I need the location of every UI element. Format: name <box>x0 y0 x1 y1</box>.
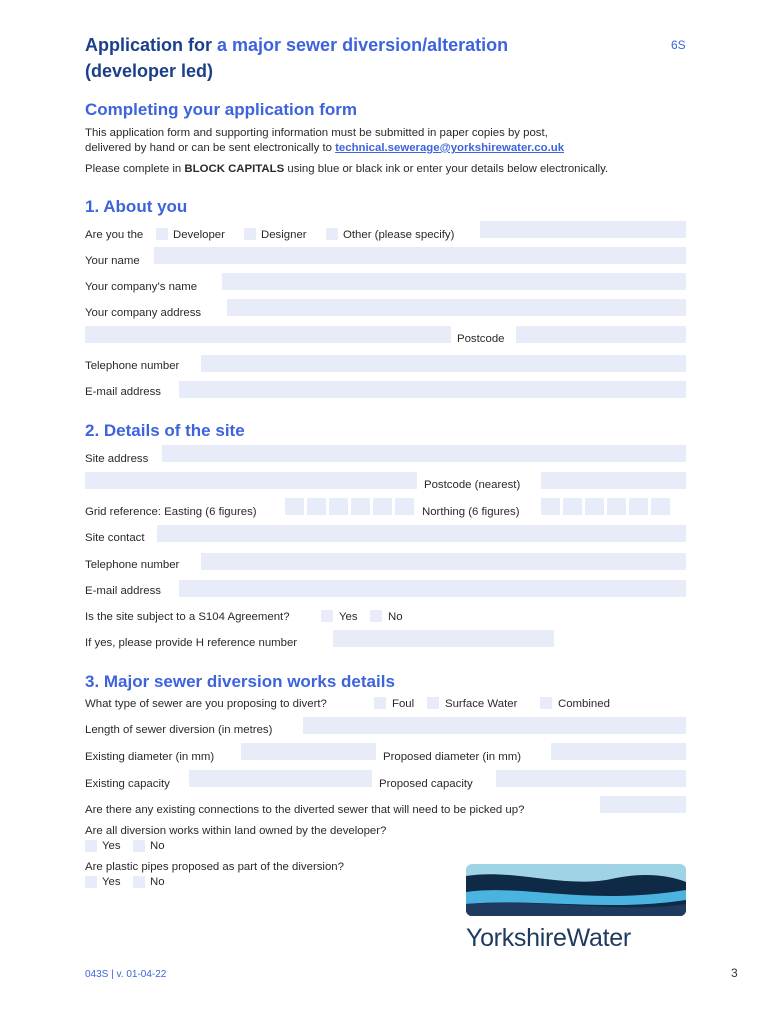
footer-version: 043S | v. 01-04-22 <box>85 969 167 980</box>
land-yes-checkbox[interactable] <box>85 840 97 852</box>
northing-digit-1[interactable] <box>541 498 560 515</box>
postcode-label: Postcode <box>457 333 505 345</box>
postcode-field[interactable] <box>516 326 686 343</box>
section-works-heading: 3. Major sewer diversion works details <box>85 672 395 691</box>
instructions-text: Please complete in BLOCK CAPITALS using blue or black ink or enter your details below electronically. <box>85 163 609 175</box>
existing-capacity-label: Existing capacity <box>85 778 170 790</box>
land-no-label: No <box>150 840 165 852</box>
designer-label: Designer <box>261 229 307 241</box>
plastic-no-checkbox[interactable] <box>133 876 145 888</box>
proposed-diameter-label: Proposed diameter (in mm) <box>383 751 522 763</box>
other-label: Other (please specify) <box>343 229 455 241</box>
section-site-heading: 2. Details of the site <box>85 421 245 440</box>
length-field[interactable] <box>303 717 686 734</box>
h-reference-label: If yes, please provide H reference number <box>85 637 298 649</box>
s104-yes-label: Yes <box>339 611 358 623</box>
proposed-capacity-label: Proposed capacity <box>379 778 473 790</box>
section-about-heading: 1. About you <box>85 197 188 216</box>
site-postcode-label: Postcode (nearest) <box>424 479 521 491</box>
email-field[interactable] <box>179 381 686 398</box>
your-name-field[interactable] <box>154 247 686 264</box>
northing-digit-6[interactable] <box>651 498 670 515</box>
s104-label: Is the site subject to a S104 Agreement? <box>85 611 290 623</box>
s104-no-label: No <box>388 611 403 623</box>
intro-paragraph: This application form and supporting information must be submitted in paper copies by post, delivered by hand or can be sent electronically to technical.sewerage@yorkshirewater.co.uk <box>85 127 565 154</box>
land-owned-label: Are all diversion works within land owned by the developer? <box>85 825 387 837</box>
surface-water-checkbox[interactable] <box>427 697 439 709</box>
plastic-no-label: No <box>150 876 165 888</box>
land-yes-label: Yes <box>102 840 121 852</box>
site-email-label: E-mail address <box>85 585 161 597</box>
logo-waves-icon <box>466 864 686 916</box>
site-email-field[interactable] <box>179 580 686 597</box>
easting-digit-5[interactable] <box>373 498 392 515</box>
intro-heading: Completing your application form <box>85 100 358 119</box>
company-address-field[interactable] <box>227 299 686 316</box>
foul-label: Foul <box>392 698 415 710</box>
easting-digit-3[interactable] <box>329 498 348 515</box>
northing-digit-3[interactable] <box>585 498 604 515</box>
email-label: E-mail address <box>85 386 161 398</box>
company-name-field[interactable] <box>222 273 686 290</box>
other-specify-field[interactable] <box>480 221 686 238</box>
form-code: 6S <box>671 38 686 52</box>
site-address-label: Site address <box>85 453 149 465</box>
connections-label: Are there any existing connections to the diverted sewer that will need to be picked up? <box>85 804 525 816</box>
your-name-label: Your name <box>85 255 140 267</box>
surface-water-label: Surface Water <box>445 698 518 710</box>
proposed-diameter-field[interactable] <box>551 743 686 760</box>
s104-yes-checkbox[interactable] <box>321 610 333 622</box>
developer-label: Developer <box>173 229 225 241</box>
company-name-label: Your company’s name <box>85 281 198 293</box>
land-no-checkbox[interactable] <box>133 840 145 852</box>
connections-field[interactable] <box>600 796 686 813</box>
email-link[interactable]: technical.sewerage@yorkshirewater.co.uk <box>335 142 565 154</box>
logo-text: YorkshireWater <box>466 924 631 952</box>
company-address-label: Your company address <box>85 307 202 319</box>
easting-digit-2[interactable] <box>307 498 326 515</box>
site-postcode-field[interactable] <box>541 472 686 489</box>
site-telephone-label: Telephone number <box>85 559 180 571</box>
site-contact-field[interactable] <box>157 525 686 542</box>
combined-label: Combined <box>558 698 610 710</box>
easting-label: Grid reference: Easting (6 figures) <box>85 506 257 518</box>
site-address-field-2[interactable] <box>85 472 417 489</box>
are-you-label: Are you the <box>85 229 144 241</box>
length-label: Length of sewer diversion (in metres) <box>85 724 273 736</box>
designer-checkbox[interactable] <box>244 228 256 240</box>
northing-digit-5[interactable] <box>629 498 648 515</box>
existing-diameter-label: Existing diameter (in mm) <box>85 751 215 763</box>
s104-no-checkbox[interactable] <box>370 610 382 622</box>
proposed-capacity-field[interactable] <box>496 770 686 787</box>
sewer-type-label: What type of sewer are you proposing to divert? <box>85 698 327 710</box>
combined-checkbox[interactable] <box>540 697 552 709</box>
northing-digit-2[interactable] <box>563 498 582 515</box>
site-address-field[interactable] <box>162 445 686 462</box>
developer-checkbox[interactable] <box>156 228 168 240</box>
existing-diameter-field[interactable] <box>241 743 376 760</box>
plastic-yes-label: Yes <box>102 876 121 888</box>
easting-digit-1[interactable] <box>285 498 304 515</box>
easting-digit-4[interactable] <box>351 498 370 515</box>
easting-digit-6[interactable] <box>395 498 414 515</box>
site-telephone-field[interactable] <box>201 553 686 570</box>
existing-capacity-field[interactable] <box>189 770 372 787</box>
foul-checkbox[interactable] <box>374 697 386 709</box>
telephone-label: Telephone number <box>85 360 180 372</box>
plastic-yes-checkbox[interactable] <box>85 876 97 888</box>
yorkshire-water-logo <box>466 864 686 952</box>
telephone-field[interactable] <box>201 355 686 372</box>
h-reference-field[interactable] <box>333 630 554 647</box>
site-contact-label: Site contact <box>85 532 145 544</box>
page-number: 3 <box>731 966 738 980</box>
plastic-pipes-label: Are plastic pipes proposed as part of the diversion? <box>85 861 344 873</box>
northing-digit-4[interactable] <box>607 498 626 515</box>
page-title: Application for a major sewer diversion/alteration (developer led) <box>85 35 509 81</box>
other-checkbox[interactable] <box>326 228 338 240</box>
northing-label: Northing (6 figures) <box>422 506 520 518</box>
company-address-field-2[interactable] <box>85 326 451 343</box>
